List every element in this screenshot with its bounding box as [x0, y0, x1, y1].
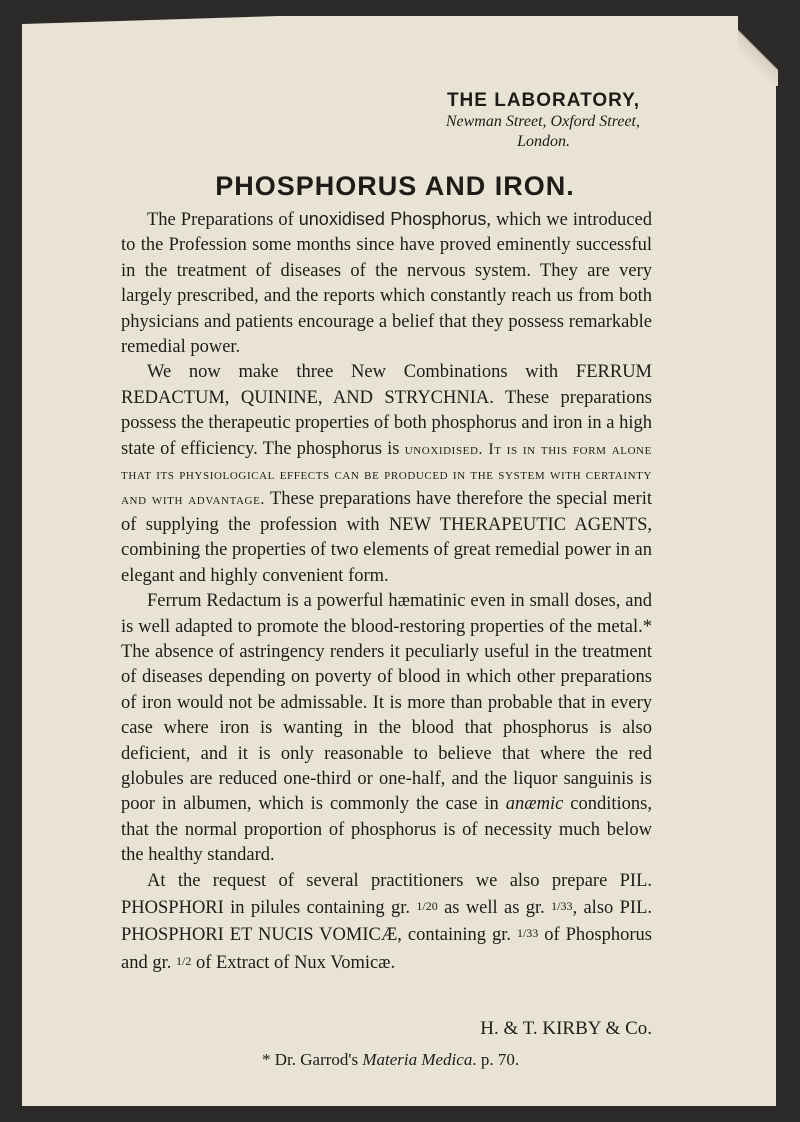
fraction: 1/2: [175, 953, 192, 968]
document-body: [121, 207, 652, 976]
text-run: These preparations have therefore the special merit of supplying the profession with NEW THERAPEUTIC AGENTS, combining the properties of two elements of great remedial power in an elegant and highly convenient form.: [121, 489, 652, 586]
italic-text: Materia Medica: [362, 1050, 473, 1069]
signature: H. & T. KIRBY & Co.: [480, 1018, 652, 1039]
text-run: . p. 70.: [472, 1050, 520, 1069]
page-corner-fold: [738, 16, 778, 86]
document-title: PHOSPHORUS AND IRON.: [215, 171, 575, 201]
footnote: [262, 1050, 562, 1070]
text-run: The Preparations of: [147, 210, 299, 230]
text-run: of Phosphorus and gr.: [121, 925, 652, 973]
text-run: , also PIL. PHOSPHORI ET NUCIS VOMICÆ, containing gr.: [121, 897, 652, 946]
letterhead: [400, 90, 640, 152]
small-caps-text: unoxidised. It is in this form alone that its physiological effects can be produced in the system with certainty and with advantage.: [121, 440, 652, 509]
text-run: We now make three New Combinations with FERRUM REDACTUM, QUININE, AND STRYCHNIA. These preparations possess the therapeutic properties of both phosphorus and iron in a high state of efficiency. The phosphorus is: [121, 362, 652, 459]
paragraph-2: [121, 360, 652, 589]
fraction: 1/33: [551, 898, 573, 913]
letterhead-city: London.: [517, 133, 570, 150]
italic-text: anæmic: [505, 794, 564, 815]
text-run: * Dr. Garrod's: [262, 1050, 363, 1069]
text-run: , which we introduced to the Profession some months since have proved eminently successful in the treatment of diseases of the nervous system. They are very largely prescribed, and the reports which constantly reach us from both physicians and patients encourage a belief that they possess remarkable remedial power.: [121, 210, 652, 358]
text-run: of Extract of Nux Vomicæ.: [191, 952, 396, 973]
emphasis-text: unoxidised Phosphorus: [298, 209, 487, 229]
text-run: conditions, that the normal proportion of phosphorus is of necessity much below the healthy standard.: [121, 794, 652, 866]
paragraph-3: [121, 589, 652, 868]
paragraph-4: [121, 869, 652, 977]
fraction: 1/33: [516, 926, 539, 941]
fraction: 1/20: [416, 898, 438, 913]
text-run: as well as gr.: [437, 897, 552, 918]
letterhead-address: Newman Street, Oxford Street,: [445, 113, 640, 130]
text-run: At the request of several practitioners we also prepare PIL. PHOSPHORI in pilules containing gr.: [121, 870, 652, 918]
text-run: Ferrum Redactum is a powerful hæmatinic even in small doses, and is well adapted to promote the blood-restoring properties of the metal.* The absence of astringency renders it peculiarly useful in the treatment of diseases depending on poverty of blood in which other preparations of iron would not be admissable. It is more than probable that in every case where iron is wanting in the blood that phosphorus is also deficient, and it is only reasonable to believe that where the red globules are reduced one-third or one-half, and the liquor sanguinis is poor in albumen, which is commonly the case in: [121, 591, 652, 815]
paragraph-1: [121, 207, 652, 360]
letterhead-title: THE LABORATORY,: [446, 90, 640, 111]
